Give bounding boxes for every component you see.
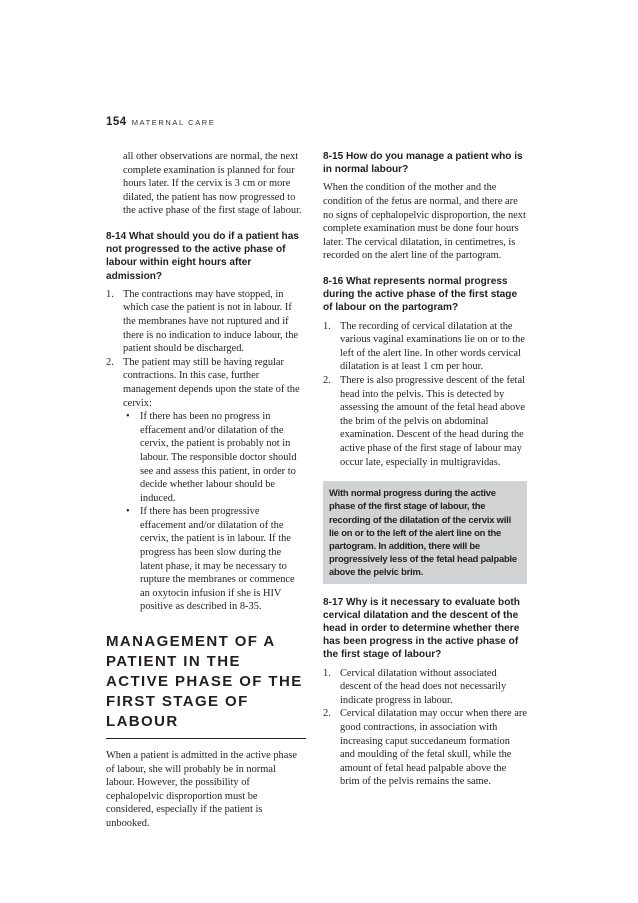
question-8-16: 8-16 What represents normal progress during the active phase of the first stage of labour on the partogram? [323,275,518,314]
bullet-item: • If there has been no progress in effacement and/or dilatation of the cervix, the patient is probably not in labour. The responsible doctor should see and assess this patient, in order to decide whether labour should be induced. [126,411,297,504]
bullet-list [123,410,306,614]
list-item: 1. Cervical dilatation without associated descent of the head does not necessarily indicate progress in labour. [323,667,507,706]
bullet-icon: • [126,506,130,518]
callout-text: With normal progress during the active phase of the first stage of labour, the recording of the dilatation of the cervix will lie on or to the left of the alert line on the partogram. In addition, there will be progressively less of the fetal head palpable above the pelvic brim. [329,487,517,578]
answer-8-16-list [323,320,527,470]
bullet-icon: • [126,411,130,423]
right-column [323,150,527,789]
answer-8-17-list [323,667,527,789]
section-paragraph: When a patient is admitted in the active phase of labour, she will probably be in normal labour. However, the possibility of cephalopelvic disproportion must be considered, especially if the patient is unbooked. [106,750,298,829]
bullet-item: • If there has been progressive effacement and/or dilatation of the cervix, the patient is in labour. If the progress has been slow during the latent phase, it may be necessary to rupture the membranes or commence an oxytocin infusion if she is HIV positive as described in 8-35. [126,506,295,613]
page-number: 154 [106,116,127,128]
question-8-17: 8-17 Why is it necessary to evaluate both cervical dilatation and the descent of the head in order to determine whether there has been progress in the active phase of the first stage of labour? [323,596,520,661]
key-point-callout [323,481,527,583]
page-header [106,112,215,130]
answer-8-15: When the condition of the mother and the condition of the fetus are normal, and there are no signs of cephalopelvic disproportion, the next complete examination must be done four hours later. The cervical dilatation, in centimetres, is recorded on the alert line of the partogram. [323,182,526,262]
list-item: 2. There is also progressive descent of the fetal head into the pelvis. This is detected by assessing the amount of the fetal head above the brim of the pelvis on abdominal examination. Descent of the head during the active phase of the first stage of labour may occur late, especially in multigravidas. [323,374,525,468]
list-item: 2. Cervical dilatation may occur when there are good contractions, in association with increasing caput succedaneum formation and moulding of the fetal skull, while the amount of fetal head palpable above the brim of the pelvis remains the same. [323,708,527,788]
question-8-15: 8-15 How do you manage a patient who is in normal labour? [323,151,523,176]
answer-8-14-list [106,288,306,614]
list-item: 2. The patient may still be having regular contractions. In this case, further management depends upon the state of the cervix: • If there has been no progress in effacement and/or dilatation of the cervix, the patient is probably not in labour. The responsible doctor should see and assess this patient, in order to decide whether labour should be induced. • If there has been progressive effacement and/or dilatation of the cervix, the patient is in labour. If the progress has been slow during the latent phase, it may be necessary to rupture the membranes or commence an oxytocin infusion if she is HIV positive as described in 8-35. [106,356,306,614]
list-item: 1. The recording of cervical dilatation at the various vaginal examinations lie on or to the left of the alert line. In other words cervical dilatation is at least 1 cm per hour. [323,320,525,373]
section-title: MANAGEMENT OF A PATIENT IN THE ACTIVE PHASE OF THE FIRST STAGE OF LABOUR [106,632,306,739]
intro-paragraph: all other observations are normal, the next complete examination is planned for four hours later. If the cervix is 3 cm or more dilated, the patient has now progressed to the active phase of the first stage of labour. [123,151,302,217]
left-column [106,150,306,831]
question-8-14: 8-14 What should you do if a patient has not progressed to the active phase of labour within eight hours after admission? [106,230,299,282]
list-item: 1. The contractions may have stopped, in which case the patient is not in labour. If the membranes have not ruptured and if there is no indication to induce labour, the patient should be discharged. [106,288,299,355]
running-head: MATERNAL CARE [131,118,216,127]
